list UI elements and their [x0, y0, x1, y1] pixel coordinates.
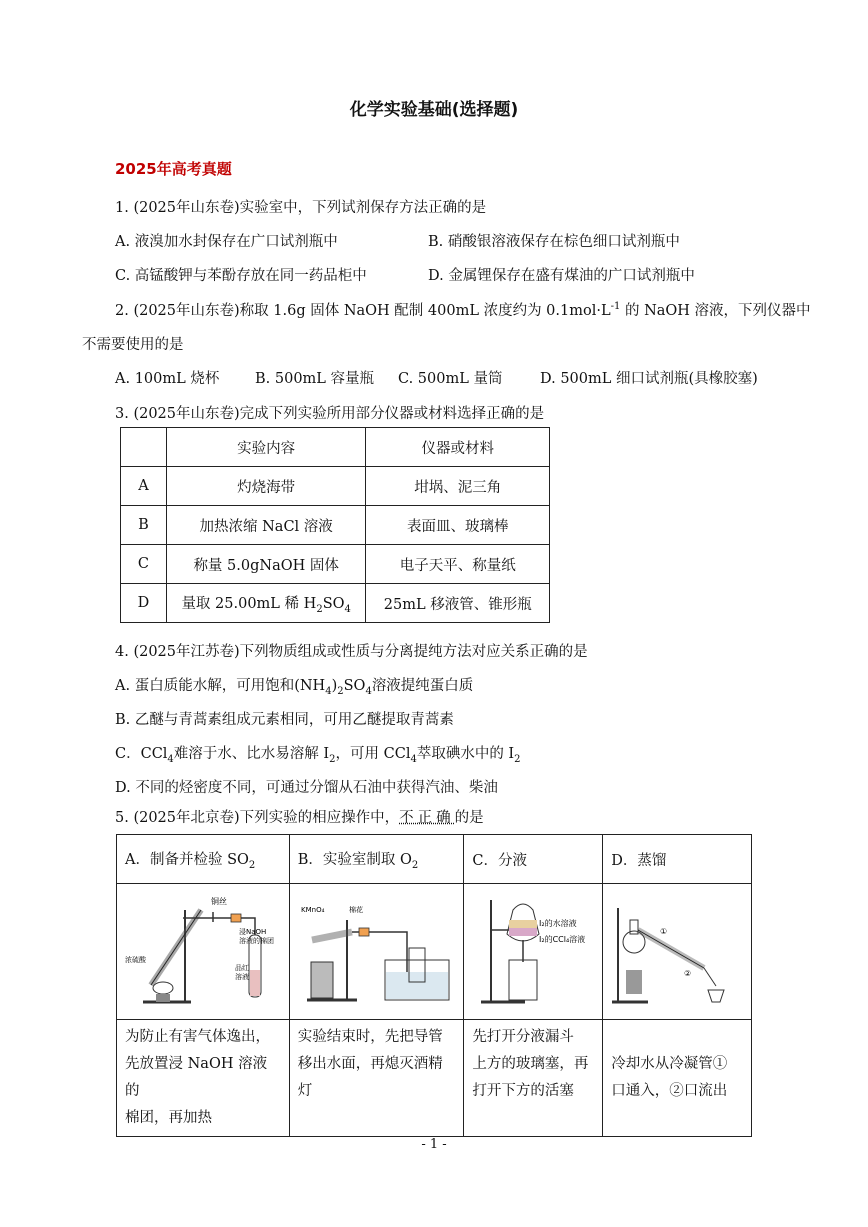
table-cell: 电子天平、称量纸	[366, 545, 550, 584]
table-header-row	[121, 428, 550, 467]
table-cell: C	[121, 545, 167, 584]
q4-option-a: A. 蛋白质能水解，可用饱和$(NH_4)_2SO_4$溶液提纯蛋白质	[115, 678, 474, 697]
fuchsine-label-2: 溶液	[234, 973, 249, 981]
table-cell: 表面皿、玻璃棒	[366, 506, 550, 545]
naoh-label-2: 溶液的棉团	[238, 937, 274, 945]
section-heading: 2025年高考真题	[115, 160, 232, 178]
kmno4-label: KMnO₄	[300, 906, 324, 914]
table-row	[121, 584, 550, 623]
q2-option-c: C. 500mL 量筒	[398, 371, 503, 387]
emphasis-text: 不正确	[399, 810, 455, 826]
q1-option-c: C. 高锰酸钾与苯酚存放在同一药品柜中	[115, 268, 367, 284]
table-cell	[603, 884, 752, 1020]
table-row	[121, 545, 550, 584]
q5-stem: 5. (2025年北京卷)下列实验的相应操作中，不正确的是	[115, 810, 484, 826]
table-row	[121, 506, 550, 545]
acid-label: 浓硫酸	[124, 956, 146, 964]
q4-stem: 4. (2025年江苏卷)下列物质组成或性质与分离提纯方法对应关系正确的是	[115, 644, 588, 660]
q2-stem: 2. (2025年山东卷)称取 1.6g 固体 NaOH 配制 400mL 浓度约为 $0.1mol\cdot L^{-1}$ 的 NaOH 溶液，下列仪器中	[115, 301, 811, 319]
q2-option-d: D. 500mL 细口试剂瓶(具橡胶塞)	[540, 371, 758, 387]
q3-table	[120, 427, 550, 623]
o2-apparatus-figure	[297, 890, 457, 1010]
page-number: - 1 -	[421, 1137, 447, 1152]
port-2-label: ②	[684, 969, 692, 978]
figure-row	[117, 884, 752, 1020]
table-cell: 加热浓缩 NaCl 溶液	[166, 506, 366, 545]
table-cell	[121, 428, 167, 467]
q3-stem: 3. (2025年山东卷)完成下列实验所用部分仪器或材料选择正确的是	[115, 406, 545, 422]
fuchsine-label: 品红	[234, 964, 249, 972]
table-cell: 灼烧海带	[166, 467, 366, 506]
table-header-row	[117, 835, 752, 884]
q4-option-c: C．CCl$_4$难溶于水、比水易溶解 $I_2$，可用 CCl$_4$萃取碘水中的 $I_2$	[115, 746, 521, 765]
q1-option-a: A. 液溴加水封保存在广口试剂瓶中	[115, 234, 338, 250]
table-cell: 25mL 移液管、锥形瓶	[366, 584, 550, 623]
distillation-figure	[608, 890, 746, 1010]
q1-option-d: D. 金属锂保存在盛有煤油的广口试剂瓶中	[428, 268, 695, 284]
table-cell: 实验结束时，先把导管 移出水面，再熄灭酒精 灯	[289, 1020, 464, 1137]
table-cell: 称量 5.0gNaOH 固体	[166, 545, 366, 584]
q2-stem-continued: 不需要使用的是	[82, 337, 184, 353]
layer-top-label: I₂的水溶液	[539, 919, 577, 928]
port-1-label: ①	[660, 927, 668, 936]
table-cell	[464, 884, 603, 1020]
separatory-funnel-figure	[469, 890, 597, 1010]
q4-option-b: B. 乙醚与青蒿素组成元素相同，可用乙醚提取青蒿素	[115, 712, 454, 728]
q1-stem: 1. (2025年山东卷)实验室中，下列试剂保存方法正确的是	[115, 200, 487, 216]
cotton-label: 棉花	[348, 906, 363, 914]
table-row	[121, 467, 550, 506]
q4-option-d: D. 不同的烃密度不同，可通过分馏从石油中获得汽油、柴油	[115, 780, 498, 796]
table-cell: A	[121, 467, 167, 506]
table-cell	[289, 884, 464, 1020]
table-header-cell: C．分液	[464, 835, 603, 884]
page-title: 化学实验基础(选择题)	[349, 100, 519, 120]
q2-option-b: B. 500mL 容量瓶	[255, 371, 375, 387]
table-cell: 先打开分液漏斗 上方的玻璃塞，再 打开下方的活塞	[464, 1020, 603, 1137]
table-cell: D	[121, 584, 167, 623]
table-cell: B	[121, 506, 167, 545]
table-cell: 坩埚、泥三角	[366, 467, 550, 506]
table-row	[117, 1020, 752, 1137]
table-header-cell: D．蒸馏	[603, 835, 752, 884]
q5-table	[116, 834, 752, 1137]
table-header-cell: 实验内容	[166, 428, 366, 467]
layer-bottom-label: I₂的CCl₄溶液	[539, 935, 586, 944]
table-cell	[117, 884, 290, 1020]
copper-wire-label: 铜丝	[210, 897, 227, 906]
table-header-cell: 仪器或材料	[366, 428, 550, 467]
naoh-label: 浸NaOH	[238, 928, 267, 936]
table-cell: 冷却水从冷凝管① 口通入，②口流出	[603, 1020, 752, 1137]
q1-option-b: B. 硝酸银溶液保存在棕色细口试剂瓶中	[428, 234, 680, 250]
so2-apparatus-figure	[123, 890, 283, 1010]
q2-option-a: A. 100mL 烧杯	[115, 371, 220, 387]
table-header-cell: B．实验室制取 $O_2$	[289, 835, 464, 884]
table-header-cell: A．制备并检验 $SO_2$	[117, 835, 290, 884]
table-cell: 为防止有害气体逸出， 先放置浸 NaOH 溶液的 棉团，再加热	[117, 1020, 290, 1137]
table-cell: 量取 25.00mL 稀 $H_2SO_4$	[166, 584, 366, 623]
